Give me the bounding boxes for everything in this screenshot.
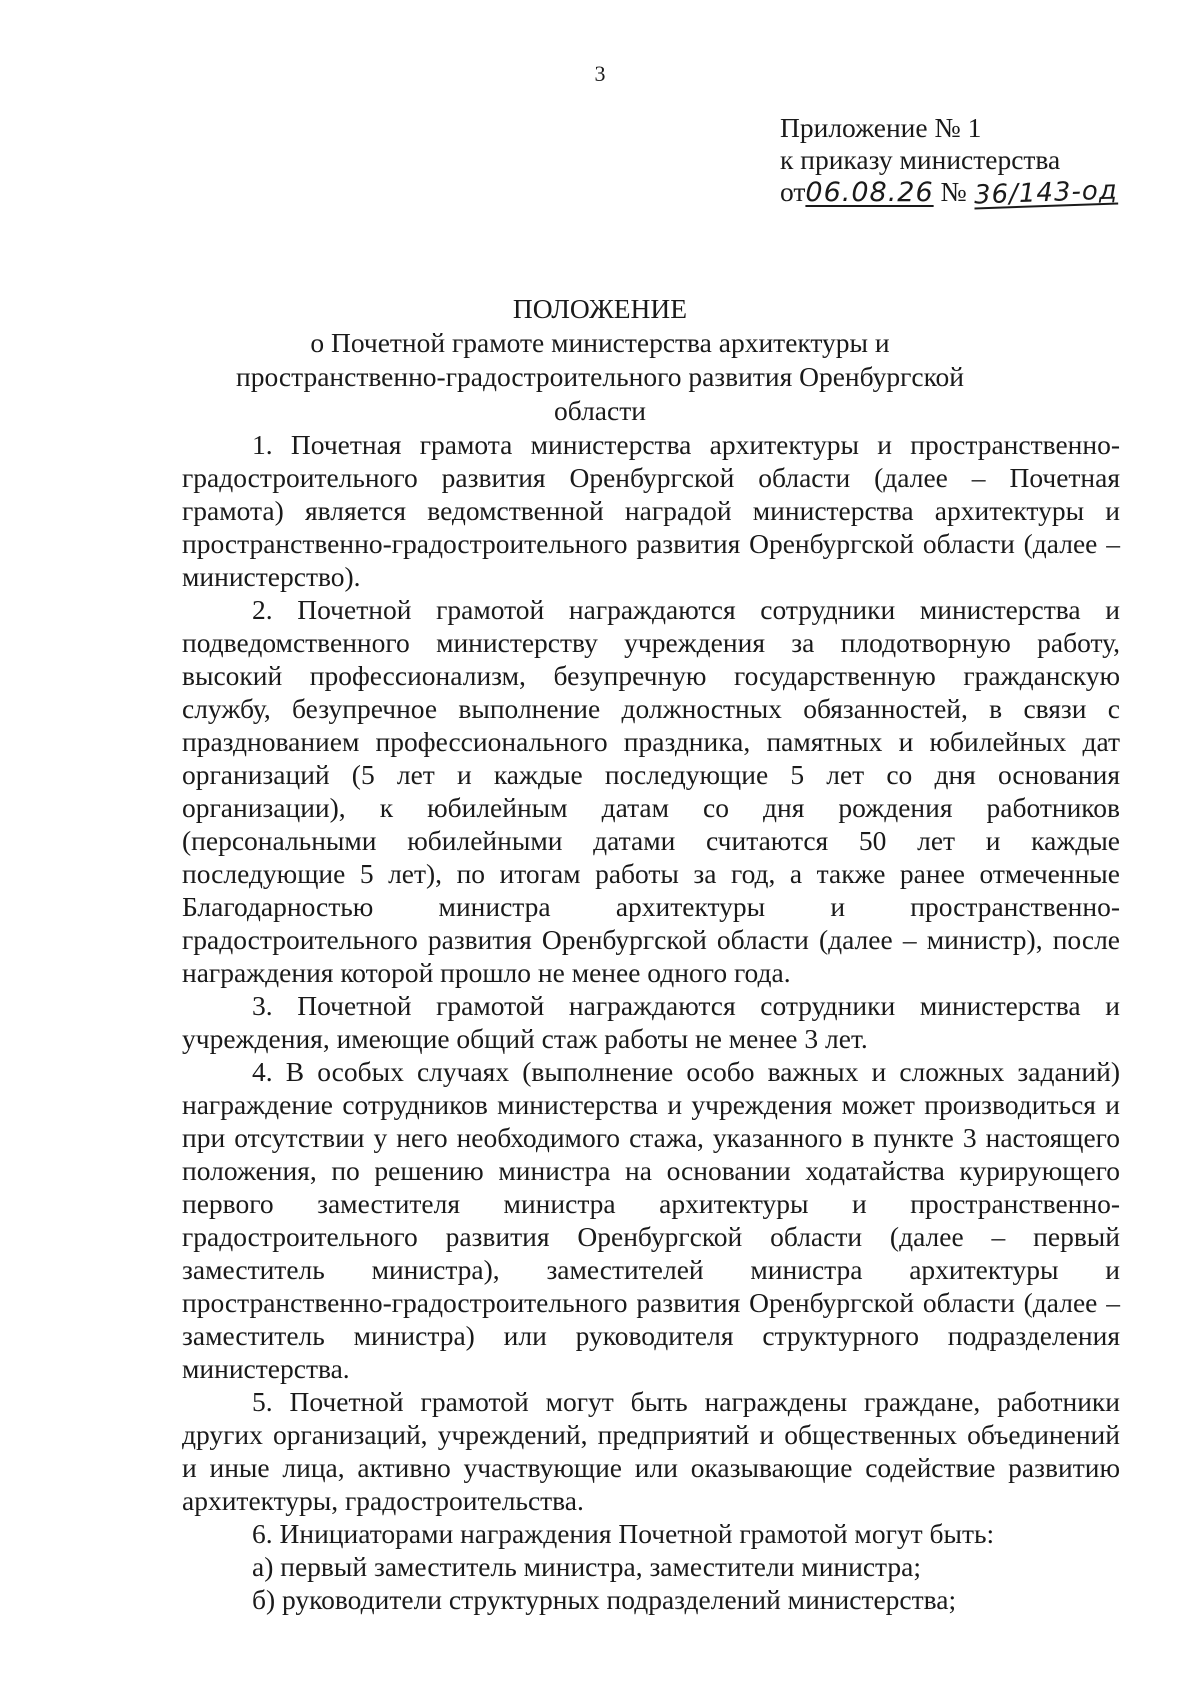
document-title: ПОЛОЖЕНИЕ (512, 293, 688, 324)
paragraph-3: 3. Почетной грамотой награждаются сотрудники министерства и учреждения, имеющие общий стаж работы не менее 3 лет. (182, 990, 1120, 1054)
paragraph-2: 2. Почетной грамотой награждаются сотрудники министерства и подведомственного министерству учреждения за плодотворную работу, высокий профессионализм, безупречную государственную гражданскую службу, безупречное выполнение должностных обязанностей, в связи с празднованием профессионального праздника, памятных и юбилейных дат организаций (5 лет и каждые последующие 5 лет со дня основания организации), к юбилейным датам со дня рождения работников (персональными юбилейными датами считаются 50 лет и каждые последующие 5 лет), по итогам работы за год, а также ранее отмеченные Благодарностью министра архитектуры и пространственно-градостроительного развития Оренбургской области (далее – министр), после награждения которой прошло не менее одного года. (182, 594, 1120, 988)
list-item-a: а) первый заместитель министра, заместители министра; (252, 1551, 921, 1582)
document-subtitle: о Почетной грамоте министерства архитектуры и пространственно-градостроительного развития Оренбургской области (235, 327, 964, 426)
handwritten-date: 06.08.26 (805, 177, 934, 208)
list-item-b: б) руководители структурных подразделений министерства; (252, 1584, 957, 1615)
page-number: 3 (594, 61, 606, 86)
appendix-title: Приложение № 1 (780, 112, 982, 143)
document-heading (0, 292, 1200, 428)
date-prefix: от (780, 176, 806, 207)
paragraph-1: 1. Почетная грамота министерства архитектуры и пространственно-градостроительного развития Оренбургской области (далее – Почетная грамота) является ведомственной наградой министерства архитектуры и пространственно-градостроительного развития Оренбургской области (далее – министерство). (182, 429, 1120, 592)
paragraph-6: 6. Инициаторами награждения Почетной грамотой могут быть: (252, 1518, 995, 1549)
appendix-order-ref: к приказу министерства (780, 144, 1061, 175)
appendix-date-line (780, 176, 1160, 209)
appendix-block (780, 112, 1160, 209)
handwritten-order-number: 36/143-од (973, 175, 1118, 211)
document-body (182, 428, 1120, 1616)
paragraph-4: 4. В особых случаях (выполнение особо важных и сложных заданий) награждение сотрудников министерства и учреждения может производиться и при отсутствии у него необходимого стажа, указанного в пункте 3 настоящего положения, по решению министра на основании ходатайства курирующего первого заместителя министра архитектуры и пространственно-градостроительного развития Оренбургской области (далее – первый заместитель министра), заместителей министра архитектуры и пространственно-градостроительного развития Оренбургской области (далее – заместитель министра) или руководителя структурного подразделения министерства. (182, 1056, 1120, 1384)
paragraph-5: 5. Почетной грамотой могут быть награждены граждане, работники других организаций, учреждений, предприятий и общественных объединений и иные лица, активно участвующие или оказывающие содействие развитию архитектуры, градостроительства. (182, 1386, 1120, 1516)
number-prefix: № (940, 176, 967, 207)
